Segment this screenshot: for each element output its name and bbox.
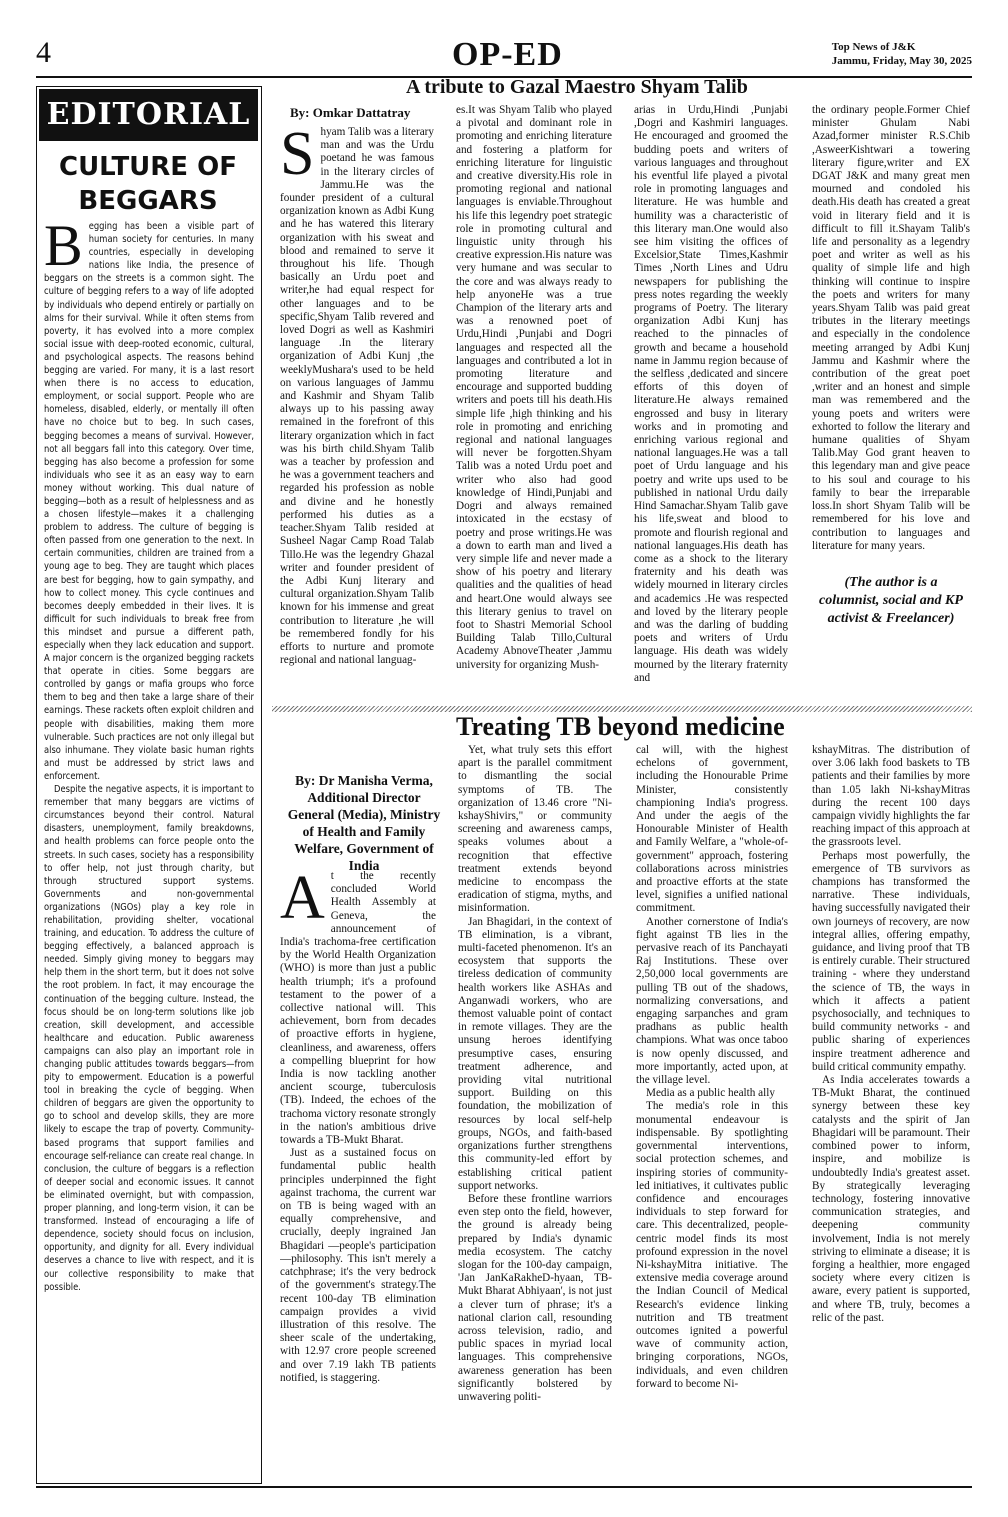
tb-col1-text: t the recently concluded World Health Assembly at Geneva, the announcement of India's trachoma-free certification by the World Health Organization (WHO) is more than just a public health triumph; it's a profound testament to the power of a collective national will. This achievement, born from decades of proactive efforts in hygiene, cleanliness, and awareness, offers a compelling blueprint for how India is now tackling another ancient scourge, tuberculosis (TB). Indeed, the echoes of the trachoma victory resonate strongly in the nation's ambitious drive towards a TB-Mukt Bharat.: [280, 870, 436, 1147]
tb-col2-text-3: Before these frontline warriors even step onto the field, however, the ground is already being prepared by India's dynamic media ecosystem. The catchy slogan for the 100-day campaign, 'Jan JanKaRakheD-hyaan, TB-Mukt Bharat Abhiyaan', is not just a clever turn of phrase; it's a national clarion call, resounding across television, radio, and public spaces in myriad local languages. This comprehensive awareness generation has been significantly bolstered by unwavering politi-: [458, 1192, 612, 1403]
tribute-col2-text: es.It was Shyam Talib who played a pivotal and dominant role in promoting and enriching literature and fostering a platform for enriching literature for linguistic and creative diversity.His role in promoting regional and national languages is enviable.Throughout his life this legendry poet strategic role in promoting cultural and linguistic unity through his creative expression.His nature was very humane and was secular to the core and was always ready to help anyoneHe was a true Champion of the literary arts and was a renowned poet of Urdu,Hindi ,Punjabi and Dogri languages and respected all the languages and contributed a lot in promoting literature and encourage and supported budding writers and poets till his death.His simple life ,high thinking and his role in promoting and enriching regional and national languages will never be forgotten.Shyam Talib was a noted Urdu poet and writer who also had good knowledge of Hindi,Punjabi and Dogri and always remained intoxicated in the ecstasy of poetry and prose writings.He was a down to earth man and lived a very simple life and never made a show of his poetry and literary qualities and the qualities of head and heart.One would always see this literary genius to travel on foot to Shastri Memorial School Building Talab Tillo,Cultural Academy AbnoveTheater ,Jammu university for organizing Mush-: [456, 104, 612, 671]
editorial-title: CULTURE OF BEGGARS: [58, 152, 237, 216]
tribute-column-4: [812, 104, 970, 564]
tribute-dropcap: S: [280, 126, 315, 188]
dateline-block: [832, 40, 972, 68]
tb-col4-text: kshayMitras. The distribution of over 3.06 lakh food baskets to TB patients and their families by more than 1.05 lakh Ni-kshayMitras during the recent 100 days campaign vividly highlights the far reaching impact of this approach at the grassroots level.: [812, 744, 970, 849]
tribute-col4-text: the ordinary people.Former Chief minister Ghulam Nabi Azad,former minister R.S.Chib ,AsweerKishtwari a towering literary figure,writer and EX DGAT J&K and many great men mourned and condoled his death.His death has created a great void in literary field and it is difficult to fill it.Shayam Talib's life and personality as a legendry poet and writer as well as his quality of simple life and high thinking will continue to inspire the poets and writers for many years.Shyam Talib was paid great tributes in the literary meetings and especially in the condolence meeting arranged by Adbi Kunj Jammu and Kashmir where the contribution of the great poet ,writer and an honest and simple man was remembered and the young poets and writers were exhorted to follow the literary and humane qualities of Shyam Talib.May God grant heaven to this legendary man and give peace to his soul and courage to his family to bear the irreparable loss.In short Shyam Talib will be remembered for his love and contribution to languages and literature for many years.: [812, 104, 970, 552]
tb-byline: By: Dr Manisha Verma, Additional Director General (Media), Ministry of Health and Family Welfare, Government of India: [287, 773, 441, 873]
editorial-paragraph-2: Despite the negative aspects, it is important to remember that many beggars are victims of circumstances beyond their control. Natural disasters, unemployment, family breakdowns, and health problems can force people onto the streets. In such cases, society has a responsibility to offer help, not just through charity, but through structured support systems. Governments and non-governmental organizations (NGOs) play a key role in rehabilitation, providing shelter, vocational training, and education. To address the culture of begging effectively, a balanced approach is needed. Simply giving money to beggars may help them in the short term, but it does not solve the root problem. In fact, it may encourage the continuation of the begging culture. Instead, the focus should be on long-term solutions like job creation, skill development, and accessible healthcare and education. Public awareness campaigns can also play an important role in changing public attitudes towards beggars—from pity to empowerment. Education is a powerful tool in breaking the cycle of begging. When children of beggars are given the opportunity to go to school and develop skills, they are more likely to escape the trap of poverty. Community-based programs that support families and encourage self-reliance can create real change. In conclusion, the culture of beggars is a reflection of deeper social and economic issues. It cannot be eliminated overnight, but with compassion, proper planning, and long-term vision, it can be transformed. Instead of encouraging a life of dependence, society should focus on inclusion, opportunity, and dignity for all. Every individual deserves a chance to live with respect, and it is our collective responsibility to make that possible.: [44, 784, 254, 1293]
tb-column-2: [458, 744, 612, 1476]
tb-dropcap: A: [280, 870, 325, 932]
tb-column-3: [636, 744, 788, 1476]
tribute-column-1: [280, 126, 434, 698]
editorial-body: [44, 220, 254, 1478]
tribute-author-note: (The author is a columnist, social and KP activist & Freelancer): [819, 575, 963, 626]
publication-name: Top News of J&K: [831, 41, 916, 53]
page-number: 4: [36, 36, 51, 69]
editorial-banner: EDITORIAL: [39, 89, 258, 141]
tb-col2-text-2: Jan Bhagidari, in the context of TB elimination, is a vibrant, multi-faceted phenomenon. It's an ecosystem that supports the tireless dedication of community health workers like ASHAs and Anganwadi workers, who are themost valuable point of contact in remote villages. They are the unsung heroes identifying presumptive cases, ensuring treatment adherence, and providing vital nutritional support. Building on this foundation, the mobilization of resources by local self-help groups, NGOs, and faith-based organizations further strengthens this community-led effort by establishing critical patient support networks.: [458, 915, 612, 1192]
tb-col3-subhead: Media as a public health ally: [646, 1087, 775, 1100]
tb-col4-text-3: As India accelerates towards a TB-Mukt Bharat, the continued synergy between these key catalysts and the spirit of Jan Bhagidari will be paramount. Their combined power to inform, inspire, and mobilize is undoubtedly India's greatest asset. By strategically leveraging technology, fostering innovative communication strategies, and deepening community involvement, India is not merely striving to eliminate a disease; it is forging a healthier, more engaged society where every citizen is aware, every patient is supported, and where TB, truly, becomes a relic of the past.: [812, 1074, 970, 1324]
tb-col4-text-2: Perhaps most powerfully, the emergence of TB survivors as champions has transformed the narrative. These individuals, having successfully navigated their own journeys of recovery, are now integral allies, offering empathy, guidance, and living proof that TB is entirely curable. Their structured training - where they understand the science of TB, the ways in which it affects a patient psychosocially, and techniques to build community networks - and public sharing of experiences inspire treatment adherence and build critical community empathy.: [812, 849, 970, 1073]
tb-col3-text: cal will, with the highest echelons of government, including the Honourable Prime Minister, consistently championing India's progress. And under the aegis of the Honourable Minister of Health and Family Welfare, a "whole-of-government" approach, fostering collaborations across ministries and proactive efforts at the state level, signifies a unified national commitment.: [636, 744, 788, 915]
tb-col3-text-3: The media's role in this monumental endeavour is indispensable. By spotlighting governmental interventions, social protection schemes, and inspiring stories of community-led initiatives, it cultivates public confidence and encourages individuals to step forward for care. This decentralized, people-centric model finds its most profound expression in the novel Ni-kshayMitra initiative. The extensive media coverage around the Indian Council of Medical Research's evidence linking nutrition and TB treatment outcomes ignited a powerful wave of community action, bringing corporations, NGOs, individuals, and even children forward to become Ni-: [636, 1100, 788, 1390]
tribute-column-2: [456, 104, 612, 698]
tribute-byline: By: Omkar Dattatray: [290, 105, 411, 120]
tb-col2-text: Yet, what truly sets this effort apart is the parallel commitment to dismantling the social symptoms of TB. The organization of 13.46 crore "Ni-kshayShivirs," or community screening and awareness camps, speaks volumes about a recognition that effective treatment extends beyond medicine to encompass the eradication of stigma, myths, and misinformation.: [458, 744, 612, 915]
tribute-col3-text: arias in Urdu,Hindi ,Punjabi ,Dogri and Kashmiri languages. He encouraged and groomed the budding poets and writers of various languages and throughout his eventful life played a pivotal role in promoting languages and literature. He was humble and humility was a characteristic of this literary man.One would also see him visiting the offices of Excelsior,State Times,Kashmir Times ,North Lines and Udru newspapers for publishing the press notes regarding the weekly programs of Poetry. The literary organization Adbi Kunj has reached to the pinnacles of growth and became a household name in Jammu region because of the selfless ,dedicated and sincere efforts of this doyen of literature.He always remained engrossed and busy in literary works and in promoting and enriching various regional and national languages.He was a tall poet of Urdu language and his poetry and write ups used to be published in national Urdu daily Hind Samachar.Shyam Talib gave his life,sweat and blood to promote and flourish regional and national languages.His death has come as a shock to the literary fraternity and his death was widely mourned in literary circles and academics .He was respected and loved by the literary people and was the darling of budding poets and writers of Urdu language. His death was widely mourned by the literary fraternity and: [634, 104, 788, 684]
tribute-col1-text: hyam Talib was a literary man and was the Urdu poetand he was famous in the literary circles of Jammu.He was the founder president of a cultural organization known as Adbi Kung and he has watered this literary organization with his sweat and blood and remained to serve it throughout his life. Though basically an Urdu poet and writer,he had equal respect for other languages and to be specific,Shyam Talib revered and loved Dogri as well as Kashmiri language .In the literary organization of Adbi Kunj ,the weeklyMushara's used to be held on various languages of Jammu and Kashmir and Shyam Talib always up to his passing away remained in the forefront of this literary organization which in fact was his birth child.Shyam Talib was a teacher by profession and he was a government teachers and regarded his profession as noble and divine and he honestly performed his duties as a teacher.Shyam Talib resided at Susheel Nagar Camp Road Talab Tillo.He was the legendry Ghazal writer and founder president of the Adbi Kunj literary and cultural organization.Shyam Talib known for his immense and great contribution to literature ,he will be remembered fondly for his efforts to nurture and promote regional and national languag-: [280, 126, 434, 667]
dateline: Jammu, Friday, May 30, 2025: [831, 55, 972, 67]
editorial-paragraph-1: egging has been a visible part of human society for centuries. In many countries, especially in developing nations like India, the presence of beggars on the streets is a common sight. The culture of begging refers to a way of life adopted by individuals who depend entirely or partially on alms for their survival. While it often stems from poverty, it has evolved into a more complex social issue with deep-rooted economic, cultural, and psychological aspects. The reasons behind begging are varied. For many, it is a last resort when there is no access to education, employment, or social support. People who are homeless, disabled, elderly, or mentally ill often have no choice but to beg. In such cases, begging becomes a means of survival. However, not all beggars fall into this category. Over time, begging has also become a profession for some individuals who see it as an easy way to earn money without working. This dual nature of begging—both as a result of helplessness and as a chosen lifestyle—makes it a challenging problem to address. The culture of begging is often passed from one generation to the next. In certain communities, children are trained from a young age to beg. They are taught which places are best for begging, how to gain sympathy, and how to collect money. This cycle continues and becomes deeply embedded in their lives. It is difficult for such individuals to break free from this mindset and pursue a different path, especially when they lack education and support. A major concern is the organized begging rackets that operate in cities. Some beggars are controlled by gangs or mafia groups who force them to beg and then take a large share of their earnings. These rackets often exploit children and people with disabilities, making them more vulnerable. Such practices are not only illegal but also inhumane. They violate basic human rights and must be addressed by strict laws and enforcement.: [44, 221, 254, 782]
footer-rule: [36, 1486, 972, 1488]
tribute-column-3: [634, 104, 788, 698]
tb-column-1: [280, 870, 436, 1476]
editorial-dropcap: B: [44, 220, 83, 278]
section-title: OP-ED: [452, 36, 563, 73]
tb-headline: Treating TB beyond medicine: [456, 712, 785, 741]
tb-col1-text-2: Just as a sustained focus on fundamental public health principles underpinned the fight against trachoma, the current war on TB is being waged with an equally comprehensive, and crucially, deeply ingrained Jan Bhagidari —people's participation—philosophy. This isn't merely a catchphrase; it's the very bedrock of the government's strategy.The recent 100-day TB elimination campaign provides a vivid illustration of this resolve. The sheer scale of the undertaking, with 12.97 crore people screened and over 7.19 lakh TB patients notified, is staggering.: [280, 1147, 436, 1384]
tb-column-4: [812, 744, 970, 1476]
tb-col3-text-2: Another cornerstone of India's fight against TB lies in the pervasive reach of its Panchayati Raj Institutions. These over 2,50,000 local governments are pulling TB out of the shadows, normalizing conversations, and engaging sarpanches and gram pradhans as public health champions. What was once taboo is now openly discussed, and more importantly, acted upon, at the village level.: [636, 915, 788, 1087]
tribute-headline: A tribute to Gazal Maestro Shyam Talib: [406, 76, 748, 98]
